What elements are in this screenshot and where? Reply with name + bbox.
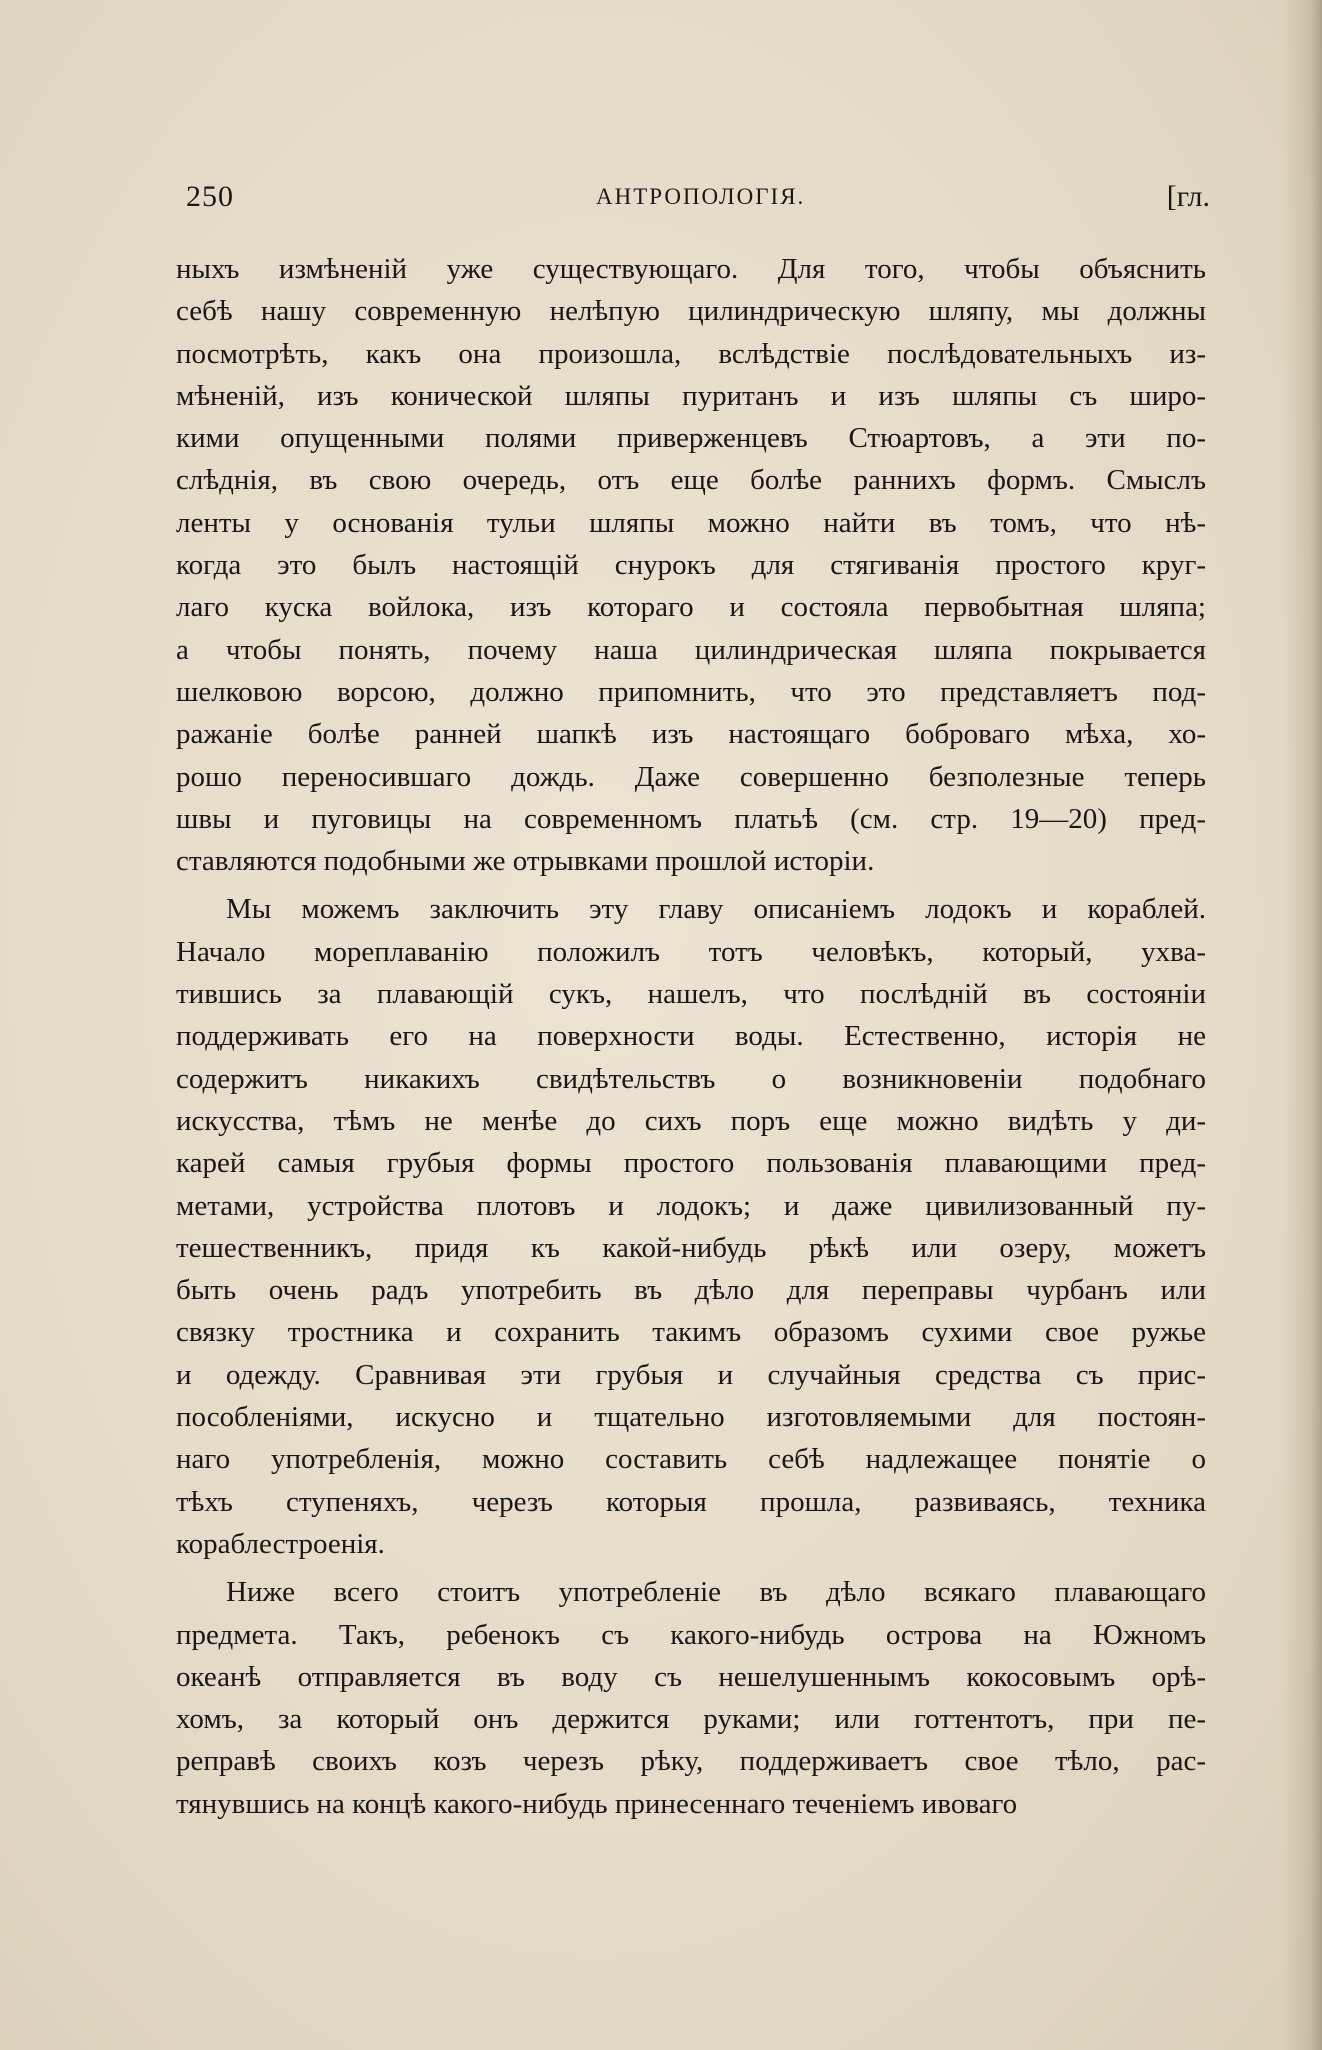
text-line: связку тростника и сохранить такимъ образомъ сухими свое ружье — [176, 1316, 1206, 1349]
text-line: искусства, тѣмъ не менѣе до сихъ поръ еще можно видѣть у ди- — [176, 1104, 1206, 1137]
running-title: АНТРОПОЛОГІЯ. — [596, 184, 806, 209]
text-line: быть очень радъ употребить въ дѣло для переправы чурбанъ или — [176, 1274, 1206, 1307]
text-line: ныхъ измѣненій уже существующаго. Для того, чтобы объяснить — [176, 253, 1206, 285]
paragraph — [176, 1571, 1206, 1825]
text-line: швы и пуговицы на современномъ платьѣ (см. стр. 19—20) пред- — [176, 802, 1206, 835]
text-line: шелковою ворсою, должно припомнить, что это представляетъ под- — [176, 675, 1206, 708]
text-line: предмета. Такъ, ребенокъ съ какого-нибудь острова на Южномъ — [176, 1618, 1206, 1651]
text-line: поддерживать его на поверхности воды. Естественно, исторія не — [176, 1020, 1206, 1053]
text-line: мѣненій, изъ конической шляпы пуританъ и изъ шляпы съ широ- — [176, 379, 1206, 412]
text-line: тянувшись на концѣ какого-нибудь принесеннаго теченіемъ ивоваго — [176, 1787, 1018, 1820]
text-line: слѣднія, въ свою очередь, отъ еще болѣе раннихъ формъ. Смыслъ — [176, 464, 1206, 497]
text-line: тѣхъ ступеняхъ, черезъ которыя прошла, развиваясь, техника — [176, 1485, 1206, 1518]
text-line: и одежду. Сравнивая эти грубыя и случайныя средства съ прис- — [176, 1358, 1206, 1391]
text-line: лаго куска войлока, изъ котораго и состояла первобытная шляпа; — [176, 591, 1206, 624]
text-line: ленты у основанія тульи шляпы можно найти въ томъ, что нѣ- — [176, 506, 1206, 539]
text-line: тившись за плавающій сукъ, нашелъ, что послѣдній въ состояніи — [176, 978, 1206, 1011]
text-line: рошо переносившаго дождь. Даже совершенно безполезные теперь — [176, 760, 1206, 793]
text-line: а чтобы понять, почему наша цилиндрическая шляпа покрывается — [176, 633, 1206, 666]
text-line: метами, устройства плотовъ и лодокъ; и даже цивилизованный пу- — [176, 1189, 1206, 1222]
body-text — [176, 248, 1206, 1825]
text-line: реправѣ своихъ козъ черезъ рѣку, поддерживаетъ свое тѣло, рас- — [176, 1745, 1206, 1778]
text-line: когда это былъ настоящій снурокъ для стягиванія простого круг- — [176, 549, 1206, 582]
text-line: Мы можемъ заключить эту главу описаніемъ лодокъ и кораблей. — [226, 893, 1206, 926]
text-line: Начало мореплаванію положилъ тотъ человѣкъ, который, ухва- — [176, 935, 1206, 968]
text-line: себѣ нашу современную нелѣпую цилиндрическую шляпу, мы должны — [176, 295, 1206, 328]
page-number: 250 — [186, 180, 234, 213]
page-header — [186, 180, 1210, 224]
text-line: кими опущенными полями приверженцевъ Стюартовъ, а эти по- — [176, 422, 1206, 455]
text-line: хомъ, за который онъ держится руками; или готтентотъ, при пе- — [176, 1703, 1206, 1736]
text-line: карей самыя грубыя формы простого пользованія плавающими пред- — [176, 1147, 1206, 1180]
paragraph — [176, 888, 1206, 1565]
text-line: тешественникъ, придя къ какой-нибудь рѣкѣ или озеру, можетъ — [176, 1231, 1206, 1264]
text-line: пособленіями, искусно и тщательно изготовляемыми для постоян- — [176, 1401, 1206, 1434]
text-line: Ниже всего стоитъ употребленіе въ дѣло всякаго плавающаго — [226, 1576, 1206, 1609]
page-edge-shadow — [1282, 0, 1322, 2050]
paragraph — [176, 248, 1206, 882]
text-line: содержитъ никакихъ свидѣтельствъ о возникновеніи подобнаго — [176, 1062, 1206, 1095]
text-line: океанѣ отправляется въ воду съ нешелушеннымъ кокосовымъ орѣ- — [176, 1660, 1206, 1693]
text-line: ставляются подобными же отрывками прошлой исторіи. — [176, 845, 875, 878]
text-line: посмотрѣть, какъ она произошла, вслѣдствіе послѣдовательныхъ из- — [176, 337, 1206, 370]
text-line: наго употребленія, можно составить себѣ надлежащее понятіе о — [176, 1443, 1206, 1476]
text-line: кораблестроенія. — [176, 1527, 385, 1560]
chapter-mark: [гл. — [1166, 180, 1210, 213]
text-line: ражаніе болѣе ранней шапкѣ изъ настоящаго боброваго мѣха, хо- — [176, 718, 1206, 751]
